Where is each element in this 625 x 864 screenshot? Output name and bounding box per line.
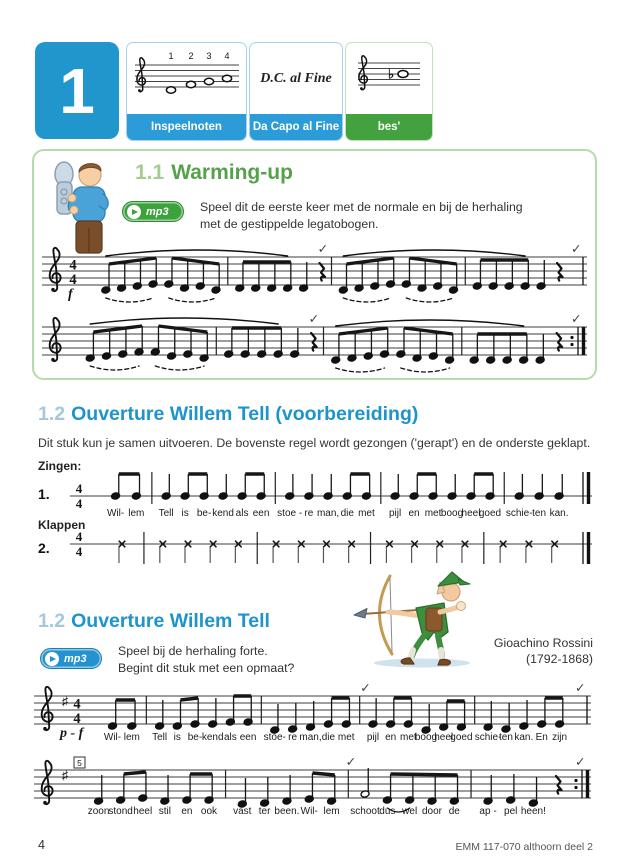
svg-text:stoe -: stoe - bbox=[277, 508, 303, 519]
svg-text:heel: heel bbox=[434, 732, 454, 743]
svg-text:been.: been. bbox=[274, 806, 300, 817]
svg-text:Tell: Tell bbox=[152, 732, 168, 743]
warmup-music-line-1 bbox=[42, 243, 587, 309]
edition-code: EMM 117-070 althoorn deel 2 bbox=[455, 841, 593, 853]
clap-rhythm-line bbox=[70, 528, 592, 572]
svg-text:pijl: pijl bbox=[366, 732, 380, 743]
song-music-line-2 bbox=[34, 756, 591, 828]
svg-text:schie-: schie- bbox=[474, 732, 502, 743]
svg-text:4: 4 bbox=[75, 481, 83, 496]
svg-text:heen!: heen! bbox=[520, 806, 546, 817]
svg-text:boog: boog bbox=[440, 508, 464, 519]
svg-text:ten: ten bbox=[532, 508, 547, 519]
dc-al-fine-text: D.C. al Fine bbox=[260, 70, 332, 86]
svg-text:en: en bbox=[385, 732, 397, 743]
svg-text:4: 4 bbox=[75, 496, 83, 511]
svg-text:met: met bbox=[337, 732, 355, 743]
card-label-da-capo: Da Capo al Fine bbox=[250, 114, 342, 140]
svg-text:heel: heel bbox=[461, 508, 481, 519]
svg-text:f: f bbox=[68, 287, 73, 302]
sing-rhythm-line bbox=[70, 466, 592, 524]
svg-text:re: re bbox=[288, 732, 298, 743]
song-music-line-1 bbox=[34, 682, 591, 754]
svg-text:lem: lem bbox=[323, 806, 340, 817]
song-section-number: 1.2 bbox=[38, 610, 66, 632]
song-section-title bbox=[38, 610, 270, 633]
svg-text:✓: ✓ bbox=[571, 243, 582, 256]
svg-text:1: 1 bbox=[167, 50, 174, 61]
svg-text:en: en bbox=[181, 806, 193, 817]
willem-tell-illustration bbox=[352, 570, 487, 670]
svg-text:Wil-: Wil- bbox=[103, 732, 122, 743]
svg-text:die: die bbox=[321, 732, 336, 743]
warmup-number: 1.1 bbox=[135, 161, 165, 184]
svg-text:4: 4 bbox=[75, 529, 83, 544]
svg-text:is: is bbox=[173, 732, 181, 743]
svg-text:heel: heel bbox=[133, 806, 153, 817]
svg-text:pijl: pijl bbox=[388, 508, 402, 519]
svg-text:4: 4 bbox=[223, 50, 230, 61]
card-label-inspeelnoten: Inspeelnoten bbox=[127, 114, 246, 140]
svg-text:✓: ✓ bbox=[317, 243, 329, 256]
card-inspeelnoten bbox=[126, 42, 247, 141]
svg-text:4: 4 bbox=[75, 544, 83, 559]
svg-text:4: 4 bbox=[73, 711, 81, 727]
line-1-number: 1. bbox=[38, 486, 50, 502]
svg-text:zijn: zijn bbox=[552, 732, 568, 743]
mp3-label: mp3 bbox=[146, 205, 169, 218]
composer-credit bbox=[494, 636, 593, 668]
svg-text:♭: ♭ bbox=[388, 66, 395, 81]
play-icon-2 bbox=[45, 652, 59, 666]
svg-text:stond: stond bbox=[108, 806, 133, 817]
svg-text:be-: be- bbox=[196, 508, 212, 519]
clap-label: Klappen bbox=[38, 518, 86, 532]
warmup-title-text: Warming-up bbox=[171, 161, 293, 184]
prep-body-text: Dit stuk kun je samen uitvoeren. De bovenste regel wordt gezongen ('gerapt') en de onderste geklapt. bbox=[38, 436, 591, 450]
svg-text:kend: kend bbox=[201, 732, 224, 743]
page-number: 4 bbox=[38, 838, 45, 852]
mp3-label-2: mp3 bbox=[64, 652, 87, 665]
svg-text:ook: ook bbox=[200, 806, 218, 817]
svg-text:en: en bbox=[408, 508, 420, 519]
svg-text:de: de bbox=[448, 806, 460, 817]
svg-text:goed: goed bbox=[450, 732, 473, 743]
svg-text:als: als bbox=[223, 732, 237, 743]
svg-text:ap -: ap - bbox=[479, 806, 497, 817]
svg-text:✓: ✓ bbox=[575, 682, 586, 695]
composer-name: Gioachino Rossini bbox=[493, 636, 593, 650]
svg-text:stoe-: stoe- bbox=[263, 732, 286, 743]
svg-text:✓: ✓ bbox=[308, 313, 320, 326]
svg-text:schoot: schoot bbox=[350, 806, 380, 817]
svg-text:2: 2 bbox=[187, 50, 194, 61]
line-2-number: 2. bbox=[38, 540, 50, 556]
svg-text:✓: ✓ bbox=[575, 756, 586, 769]
svg-text:ten: ten bbox=[499, 732, 513, 743]
card-da-capo bbox=[249, 42, 343, 141]
svg-text:boog: boog bbox=[414, 732, 438, 743]
svg-text:♯: ♯ bbox=[62, 768, 68, 782]
svg-text:4: 4 bbox=[73, 696, 81, 713]
unit-number: 1 bbox=[59, 54, 95, 127]
card-label-bes: bes' bbox=[346, 114, 432, 140]
composer-years: (1792-1868) bbox=[526, 651, 593, 666]
card-bes bbox=[345, 42, 433, 141]
svg-text:re: re bbox=[304, 508, 314, 519]
svg-text:Wil-: Wil- bbox=[300, 806, 318, 817]
bes-notation bbox=[346, 43, 432, 114]
svg-text:is: is bbox=[181, 508, 189, 519]
svg-text:✓: ✓ bbox=[345, 756, 357, 769]
svg-text:man,: man, bbox=[299, 732, 322, 743]
svg-text:met: met bbox=[399, 732, 417, 743]
svg-text:goed: goed bbox=[478, 508, 502, 519]
prep-section-title bbox=[38, 403, 418, 426]
svg-text:♯: ♯ bbox=[62, 694, 68, 708]
svg-text:kend: kend bbox=[212, 508, 234, 519]
mp3-button-2[interactable] bbox=[40, 648, 102, 669]
svg-text:met: met bbox=[424, 508, 442, 519]
svg-text:lem: lem bbox=[128, 508, 145, 519]
svg-text:En: En bbox=[535, 732, 548, 743]
svg-text:die: die bbox=[340, 508, 354, 519]
svg-text:Wil-: Wil- bbox=[106, 508, 125, 519]
svg-text:wel: wel bbox=[402, 806, 418, 817]
svg-text:stil: stil bbox=[158, 806, 171, 817]
song-instructions: Speel bij de herhaling forte. Begint dit stuk met een opmaat? bbox=[118, 644, 295, 675]
unit-number-box bbox=[35, 42, 119, 139]
svg-text:met: met bbox=[358, 508, 375, 519]
svg-text:dus: dus bbox=[379, 806, 396, 817]
warmup-music-line-2 bbox=[42, 313, 587, 375]
svg-text:5: 5 bbox=[77, 757, 82, 768]
svg-text:schie-: schie- bbox=[505, 508, 533, 519]
prep-section-title-text: Ouverture Willem Tell (voorbereiding) bbox=[71, 403, 419, 425]
inspeelnoten-notation bbox=[127, 43, 246, 114]
warmup-section bbox=[32, 149, 597, 380]
svg-text:4: 4 bbox=[69, 272, 77, 288]
svg-text:Tell: Tell bbox=[158, 508, 174, 519]
song-section-title-text: Ouverture Willem Tell bbox=[71, 610, 270, 632]
svg-text:een: een bbox=[252, 508, 270, 519]
warmup-instructions: Speel dit de eerste keer met de normale en bij de herhaling met de gestippelde legatobogen. bbox=[200, 200, 523, 231]
svg-text:✓: ✓ bbox=[360, 682, 371, 695]
svg-text:door: door bbox=[421, 806, 443, 817]
svg-text:pel: pel bbox=[504, 806, 518, 817]
svg-text:✓: ✓ bbox=[571, 313, 582, 326]
svg-text:be-: be- bbox=[187, 732, 203, 743]
svg-text:kan.: kan. bbox=[549, 508, 569, 519]
svg-text:vast: vast bbox=[233, 806, 252, 817]
svg-text:ter: ter bbox=[258, 806, 271, 817]
svg-text:p - f: p - f bbox=[60, 726, 84, 741]
svg-text:lem: lem bbox=[123, 732, 140, 743]
svg-text:man,: man, bbox=[316, 508, 340, 519]
svg-text:4: 4 bbox=[69, 257, 77, 274]
svg-text:kan.: kan. bbox=[514, 732, 534, 743]
sing-label: Zingen: bbox=[38, 459, 82, 473]
play-icon bbox=[127, 205, 141, 219]
svg-text:3: 3 bbox=[205, 50, 212, 61]
svg-text:een: een bbox=[239, 732, 257, 743]
mp3-button[interactable] bbox=[122, 201, 184, 222]
warmup-title bbox=[135, 161, 293, 185]
prep-section-number: 1.2 bbox=[38, 403, 66, 425]
svg-text:als: als bbox=[235, 508, 249, 519]
svg-text:zoon: zoon bbox=[87, 806, 110, 817]
